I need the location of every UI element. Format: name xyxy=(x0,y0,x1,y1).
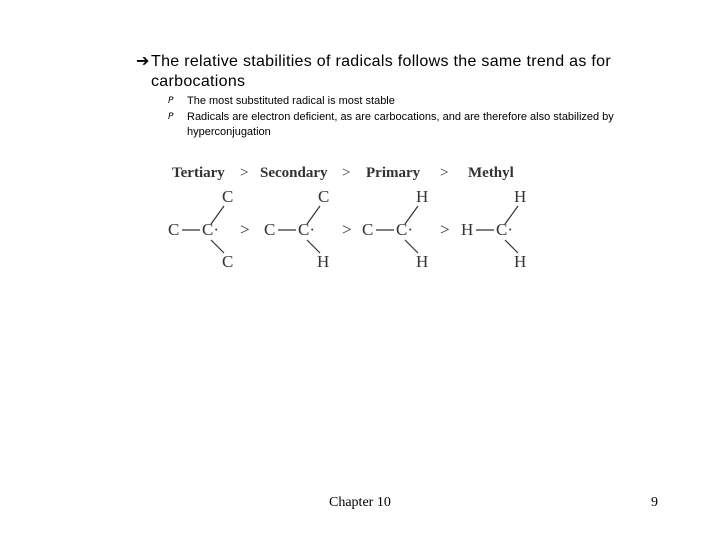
structure-secondary xyxy=(264,187,329,271)
atom-center-radical: C· xyxy=(298,220,315,239)
header-label-secondary: Secondary xyxy=(260,165,328,181)
atom-bottom: H xyxy=(416,252,429,271)
header-label-primary: Primary xyxy=(366,165,421,181)
arrow-bullet-icon: ➔ xyxy=(136,53,150,70)
page-number: 9 xyxy=(651,495,658,510)
atom-top: H xyxy=(416,187,429,206)
header-label-tertiary: Tertiary xyxy=(172,165,225,181)
atom-center-radical: C· xyxy=(396,220,413,239)
main-bullet-text-line2: carbocations xyxy=(151,73,246,90)
atom-left: C xyxy=(168,220,180,239)
atom-bottom: H xyxy=(514,252,527,271)
atom-top: H xyxy=(514,187,527,206)
header-separator: > xyxy=(342,165,351,181)
structure-separator: > xyxy=(342,220,352,239)
structure-primary xyxy=(362,187,428,271)
header-separator: > xyxy=(240,165,249,181)
atom-top: C xyxy=(318,187,330,206)
atom-center-radical: C· xyxy=(496,220,513,239)
structure-methyl xyxy=(461,187,526,271)
atom-top: C xyxy=(222,187,234,206)
atom-center-radical: C· xyxy=(202,220,219,239)
sub-bullet-icon: P xyxy=(168,96,174,106)
atom-left: C xyxy=(264,220,276,239)
atom-left: C xyxy=(362,220,374,239)
atom-bottom: H xyxy=(317,252,330,271)
footer-chapter: Chapter 10 xyxy=(329,495,391,510)
structure-separator: > xyxy=(440,220,450,239)
structure-tertiary xyxy=(168,187,233,271)
sub-bullet-icon: P xyxy=(168,112,174,122)
main-bullet-text-line1: The relative stabilities of radicals follows the same trend as for xyxy=(151,53,611,70)
sub-bullet-text: The most substituted radical is most stable xyxy=(187,95,395,107)
structure-separator: > xyxy=(240,220,250,239)
atom-bottom: C xyxy=(222,252,234,271)
header-label-methyl: Methyl xyxy=(468,165,514,181)
sub-bullet-text: Radicals are electron deficient, as are carbocations, and are therefore also stabilized by hyperconjugation xyxy=(187,111,614,138)
header-separator: > xyxy=(440,165,449,181)
atom-left: H xyxy=(461,220,474,239)
